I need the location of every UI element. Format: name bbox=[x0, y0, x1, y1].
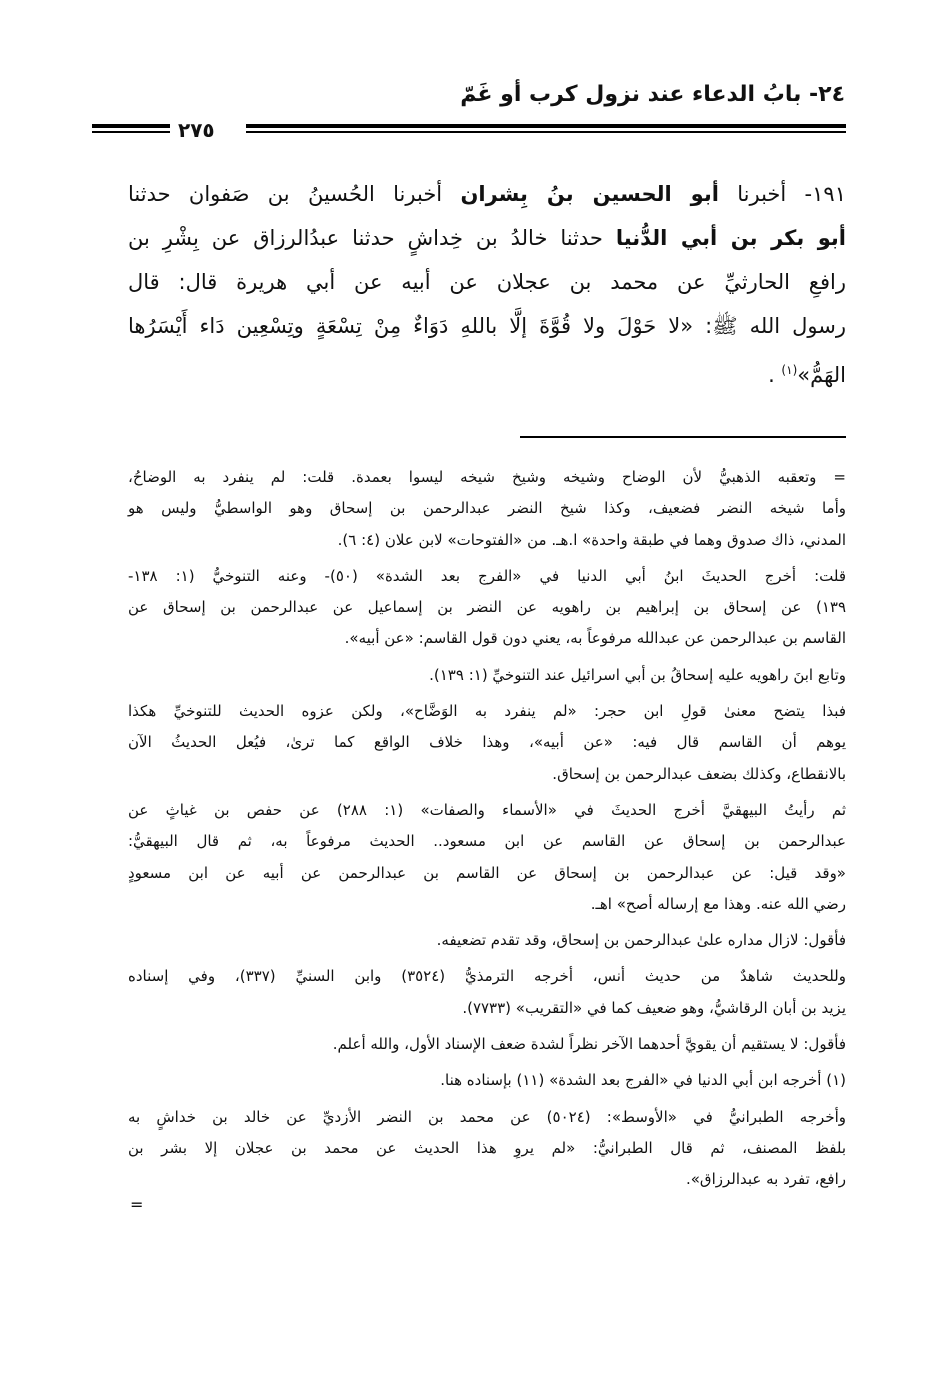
text: ١٩١- أخبرنا bbox=[718, 182, 846, 206]
footnote-line: وللحديث شاهدٌ من حديث أنس، أخرجه الترمذيُّ (٣٥٢٤) وابن السنيِّ (٣٣٧)، وفي إسناده bbox=[128, 967, 846, 986]
main-line: رافعِ الحارثيِّ عن محمد بن عجلان عن أبيه عن أبي هريرة قال: قال bbox=[128, 270, 846, 294]
page-number: ٢٧٥ bbox=[178, 118, 215, 142]
narrator-name: أبو الحسين بنُ بِشران bbox=[460, 182, 719, 206]
header-rule-left-top bbox=[92, 124, 170, 128]
footnote-separator bbox=[520, 436, 846, 438]
chapter-title: ٢٤- بابُ الدعاء عند نزول كرب أو غَمّ bbox=[460, 82, 845, 107]
header-rule-right-top bbox=[246, 124, 846, 128]
footnote-line: فبذا يتضح معنىٰ قولِ ابن حجر: «لم ينفرد به الوَضَّاح»، ولكن عزوه الحديث للتنوخيِّ هكذا bbox=[128, 702, 846, 721]
footnote-line: عبدالرحمن بن إسحاق عن القاسم عن ابن مسعود.. الحديث مرفوعاً به، ثم قال البيهقيُّ: bbox=[128, 832, 846, 851]
footnote-line: فأقول: لازال مداره علىٰ عبدالرحمن بن إسحاق، وقد تقدم تضعيفه. bbox=[436, 931, 846, 950]
footnote-line: «وقد قيل: عن عبدالرحمن بن إسحاق عن القاسم بن عبدالرحمن عن أبيه عن ابن مسعودٍ bbox=[128, 863, 846, 882]
footnotes bbox=[128, 462, 846, 1196]
hadith-text bbox=[128, 172, 846, 392]
text: حدثنا خالدُ بن خِداشٍ حدثنا عبدُالرزاق عن بِشْرِ بن bbox=[128, 226, 616, 250]
main-line bbox=[128, 172, 846, 216]
footnote-line: ١٣٩) عن إسحاق بن إبراهيم بن راهويه عن النضر بن إسماعيل عن عبدالرحمن بن إسحاق عن bbox=[128, 598, 846, 617]
footnote-line: فأقول: لا يستقيم أن يقويَّ أحدهما الآخر نظراً لشدة ضعف الإسناد الأول، والله أعلم. bbox=[332, 1035, 846, 1054]
main-line bbox=[128, 216, 846, 260]
footnote-line: وأخرجه الطبرانيُّ في «الأوسط»: (٥٠٢٤) عن محمد بن النضر الأزديِّ عن خالد بن خداشٍ به bbox=[128, 1107, 847, 1126]
footnote-line: قلت: أخرج الحديثَ ابنُ أبي الدنيا في «الفرج بعد الشدة» (٥٠)- وعنه التنوخيُّ (١: ١٣٨- bbox=[128, 566, 846, 585]
main-line: رسول الله ﷺ: «لا حَوْلَ ولا قُوَّةَ إلَّا باللهِ دَوَاءٌ مِنْ تِسْعَةٍ وتِسْعِين دَاء أَيْسَرُها bbox=[128, 314, 846, 338]
narrator-name: أبو بكر بن أبي الدُّنيا bbox=[615, 226, 847, 250]
footnote-line: يوهم أن القاسم قال فيه: «عن أبيه»، وهذا خلاف الواقع كما ترىٰ، فيُعل الحديثُ الآن bbox=[128, 733, 846, 752]
footnote-line: يزيد بن أبان الرقاشيُّ، وهو ضعيف كما في «التقريب» (٧٧٣٣). bbox=[462, 998, 846, 1017]
footnote-line: وأما شيخه النضر فضعيف، وكذا شيخ النضر عبدالرحمن بن إسحاق وهو الواسطيُّ وليس هو bbox=[128, 499, 846, 518]
footnote-line: = وتعقبه الذهبيُّ لأن الوضاح وشيخه وشيخ شيخه ليسوا بعمدة. قلت: لم ينفرد به الوضاحُ، bbox=[128, 468, 846, 486]
header-rule-left-bottom bbox=[92, 131, 170, 133]
footnote-line: رافع، تفرد به عبدالرزاق». bbox=[685, 1170, 846, 1189]
footnote-ref: (١) bbox=[781, 363, 798, 377]
continuation-mark: = bbox=[130, 1195, 144, 1214]
footnote-line: وتابع ابنَ راهويه عليه إسحاقُ بن أبي اسرائيل عند التنوخيِّ (١: ١٣٩). bbox=[429, 665, 846, 684]
footnote-line: بلفظ المصنف، ثم قال الطبرانيُّ: «لم يروِ هذا الحديث عن محمد بن عجلان إلا بشر بن bbox=[128, 1138, 846, 1157]
header-rule-right-bottom bbox=[246, 131, 846, 133]
footnote-line: ثم رأيتُ البيهقيَّ أخرج الحديثَ في «الأسماء والصفات» (١: ٢٨٨) عن حفص بن غياثٍ عن bbox=[128, 800, 846, 819]
footnote-line: رضي الله عنه. وهذا مع إرساله أصح» اهـ. bbox=[590, 894, 846, 913]
footnote-line: المدني، ذاك صدوق وهما في طبقة واحدة» ا.هـ. من «الفتوحات» لابن علان (٤: ٦). bbox=[337, 530, 846, 549]
footnote-line: القاسم بن عبدالرحمن عن عبدالله مرفوعاً به، يعني دون قول القاسم: «عن أبيه». bbox=[344, 629, 846, 648]
text: . bbox=[768, 363, 782, 387]
footnote-line: بالانقطاع، وكذلك بضعف عبدالرحمن بن إسحاق. bbox=[552, 764, 846, 783]
footnote-line: (١) أخرجه ابن أبي الدنيا في «الفرج بعد الشدة» (١١) بإسناده هنا. bbox=[440, 1071, 846, 1090]
text: الهَمُّ» bbox=[797, 363, 846, 387]
text: أخبرنا الحُسينُ بن صَفوان حدثنا bbox=[128, 182, 461, 206]
main-line bbox=[128, 348, 846, 392]
